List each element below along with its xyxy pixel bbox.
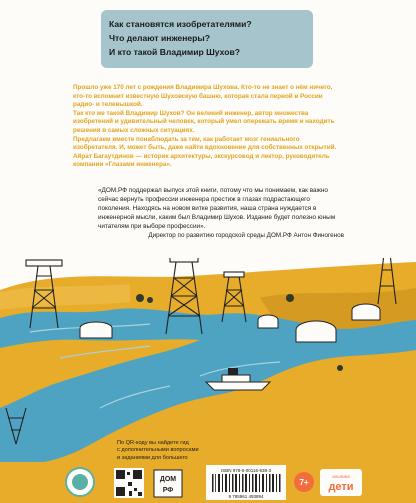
- question-line: Как становятся изобретателями?: [109, 19, 252, 29]
- qr-guide-line: По QR-коду вы найдете гид: [117, 440, 189, 446]
- dom-logo-line: РФ: [162, 487, 174, 494]
- qr-guide-line: с дополнительными вопросами: [117, 447, 199, 454]
- publisher-logo: [320, 469, 362, 496]
- dom-rf-logo: [154, 470, 182, 497]
- barcode-number: 9 785961 493894: [228, 494, 264, 499]
- back-cover-footer: [0, 462, 416, 503]
- question-line: Что делают инженеры?: [109, 33, 211, 43]
- circular-badge-icon: [66, 468, 94, 496]
- sponsor-quote: [98, 186, 344, 231]
- isbn-text: ISBN 978-5-00116-938-3: [221, 468, 271, 473]
- intro-text: [73, 84, 343, 170]
- quote-text: «ДОМ.РФ поддержал выпуск этой книги, потому что мы понимаем, как важно сейчас вернуть профессии инженера престиж в глазах подрастающего поколения. Находясь на новом витке развития, наша страна нуждается в инженерной мысли, каким был Владимир Шухов. Издание будет полезно юным читателям при выборе профессии».: [98, 187, 336, 230]
- intro-paragraph: Прошло уже 170 лет с рождения Владимира Шухова. Кто-то не знает о нём ничего, кто-то вспомнит известную Шуховскую башню, которая стала первой в России радио- и телевышкой.: [73, 84, 333, 109]
- intro-paragraph: Так кто же такой Владимир Шухов? Он великий инженер, автор множества изобретений и удивительный человек, который умел опережать время и находить решения в самых сложных ситуациях.: [73, 109, 335, 134]
- questions-box: [101, 10, 313, 68]
- dom-logo-line: ДОМ: [159, 476, 177, 483]
- age-rating-text: 7+: [299, 478, 309, 487]
- isbn-barcode: [206, 465, 286, 500]
- question-line: И кто такой Владимир Шухов?: [109, 47, 241, 57]
- publisher-name-text: дети: [328, 481, 354, 493]
- intro-paragraph: Предлагаем вместе понаблюдать за тем, как работает мозг гениального изобретателя. И, может быть, даже найти вдохновение для собственных открытий.: [73, 135, 337, 152]
- age-rating-badge: [294, 472, 314, 492]
- qr-code-icon: [114, 468, 144, 498]
- intro-paragraph: Айрат Багаутдинов — историк архитектуры, экскурсовод и лектор, руководитель компании «Глазами инженера».: [73, 152, 330, 169]
- publisher-small-text: альпина: [332, 474, 350, 479]
- river-landscape-illustration: [0, 258, 416, 463]
- quote-signature: Директор по развитию городской среды ДОМ.РФ Антон Финогенов: [148, 232, 344, 239]
- qr-guide-line: и заданиями для большего: [117, 454, 188, 461]
